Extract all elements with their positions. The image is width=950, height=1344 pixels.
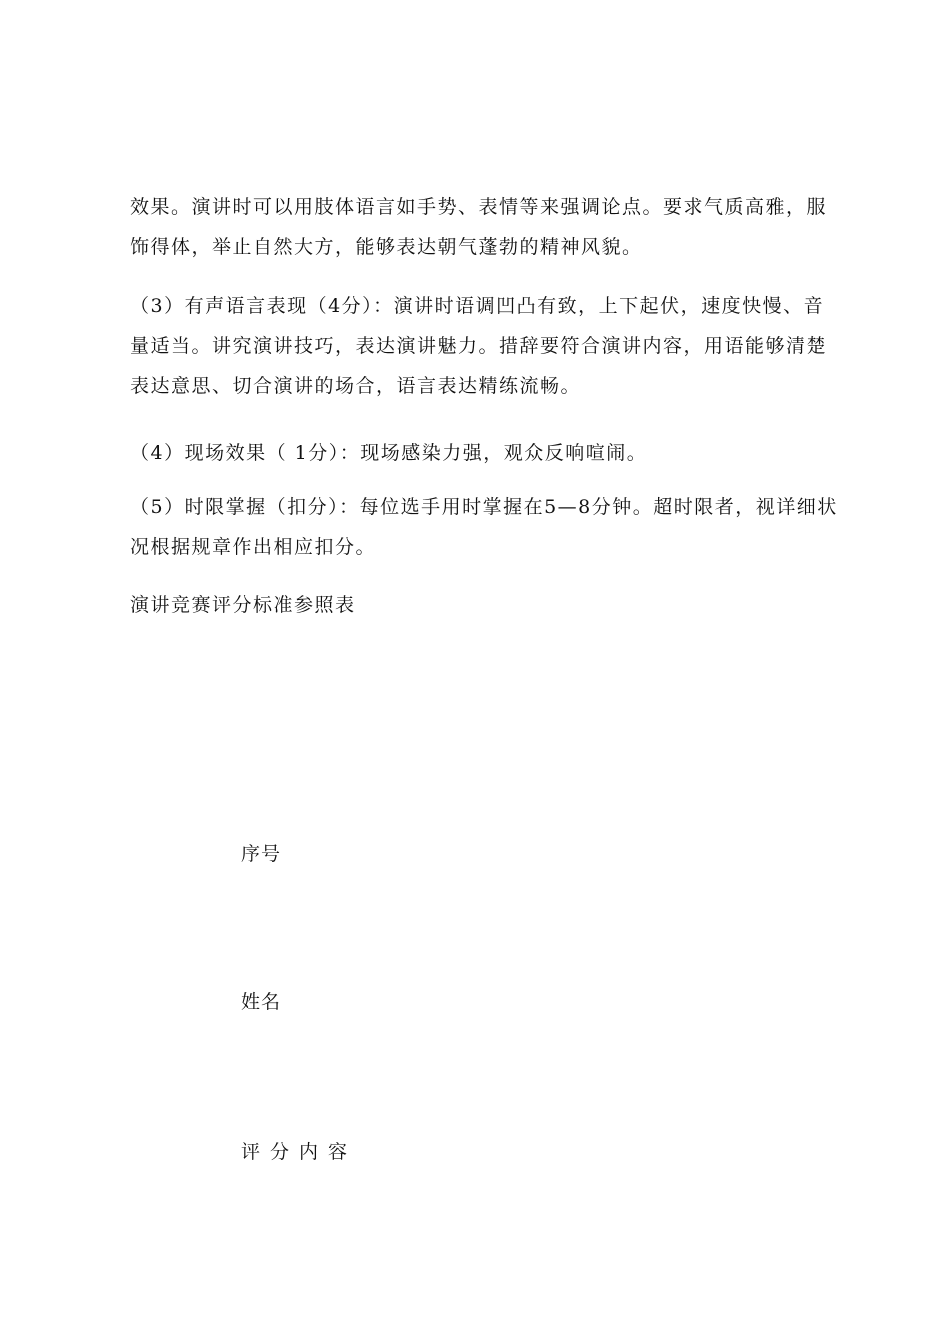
paragraph-live-effect: （4）现场效果（ 1分）：现场感染力强，观众反响喧闹。 xyxy=(130,442,648,464)
paragraph-effect: 效果。演讲时可以用肢体语言如手势、表情等来强调论点。要求气质高雅，服饰得体，举止自然大方，能够表达朝气蓬勃的精神风貌。 xyxy=(130,196,828,258)
table-label-serial: 序号 xyxy=(241,843,282,865)
table-caption: 演讲竞赛评分标准参照表 xyxy=(130,594,356,616)
table-label-content: 评分内容 xyxy=(241,1141,358,1163)
table-label-name: 姓名 xyxy=(241,991,282,1013)
paragraph-time-limit: （5）时限掌握（扣分）：每位选手用时掌握在5—8分钟。超时限者，视详细状况根据规章作出相应扣分。 xyxy=(130,496,838,558)
paragraph-voice-language: （3）有声语言表现（4分）：演讲时语调凹凸有致，上下起伏，速度快慢、音量适当。讲究演讲技巧，表达演讲魅力。措辞要符合演讲内容，用语能够清楚表达意思、切合演讲的场合，语言表达精练流畅。 xyxy=(130,295,828,397)
